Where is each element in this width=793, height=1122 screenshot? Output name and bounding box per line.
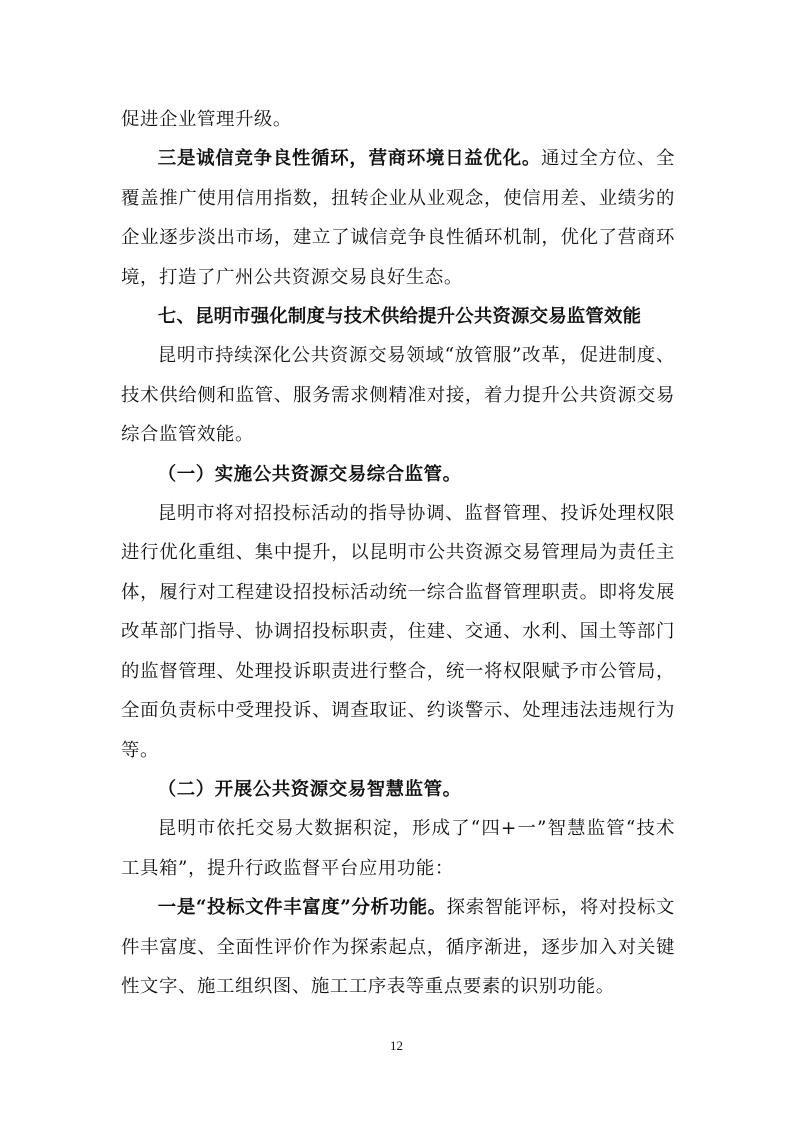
paragraph-2-lead: 三是诚信竞争良性循环，营商环境日益优化。 <box>157 148 542 170</box>
subheading-1: （一）实施公共资源交易综合监管。 <box>157 463 462 485</box>
paragraph-1: 促进企业管理升级。 <box>121 109 292 130</box>
paragraph-2-text: 通过全方位、全覆盖推广使用信用指数，扭转企业从业观念，使信用差、业绩劣的企业逐步淡出市场，建立了诚信竞争良性循环机制，优化了营商环境，打造了广州公共资源交易良好生态。 <box>121 148 675 288</box>
paragraph-4: 昆明市将对招投标活动的指导协调、监督管理、投诉处理权限进行优化重组、集中提升，以昆明市公共资源交易管理局为责任主体，履行对工程建设招投标活动统一综合监督管理职责。即将发展改革部门指导、协调招投标职责，住建、交通、水利、国土等部门的监督管理、处理投诉职责进行整合，统一将权限赋予市公管局，全面负责标中受理投诉、调查取证、约谈警示、处理违法违规行为等。 <box>121 503 675 761</box>
paragraph-6-text: 探索智能评标，将对投标文件丰富度、全面性评价作为探索起点，循序渐进，逐步加入对关键性文字、施工组织图、施工工序表等重点要素的识别功能。 <box>121 897 675 997</box>
subheading-2: （二）开展公共资源交易智慧监管。 <box>157 778 462 800</box>
paragraph-2 <box>121 139 675 297</box>
paragraph-6 <box>121 888 675 1006</box>
paragraph-3: 昆明市持续深化公共资源交易领域“放管服”改革，促进制度、技术供给侧和监管、服务需求侧精准对接，着力提升公共资源交易综合监管效能。 <box>121 345 675 446</box>
paragraph-5: 昆明市依托交易大数据积淀，形成了“四+一”智慧监管“技术工具箱”，提升行政监督平台应用功能： <box>121 818 675 879</box>
paragraph-6-lead: 一是“投标文件丰富度”分析功能。 <box>157 897 447 919</box>
section-heading-7: 七、昆明市强化制度与技术供给提升公共资源交易监管效能 <box>157 306 642 328</box>
page-content <box>121 100 675 1006</box>
page-number: 12 <box>390 1038 403 1053</box>
